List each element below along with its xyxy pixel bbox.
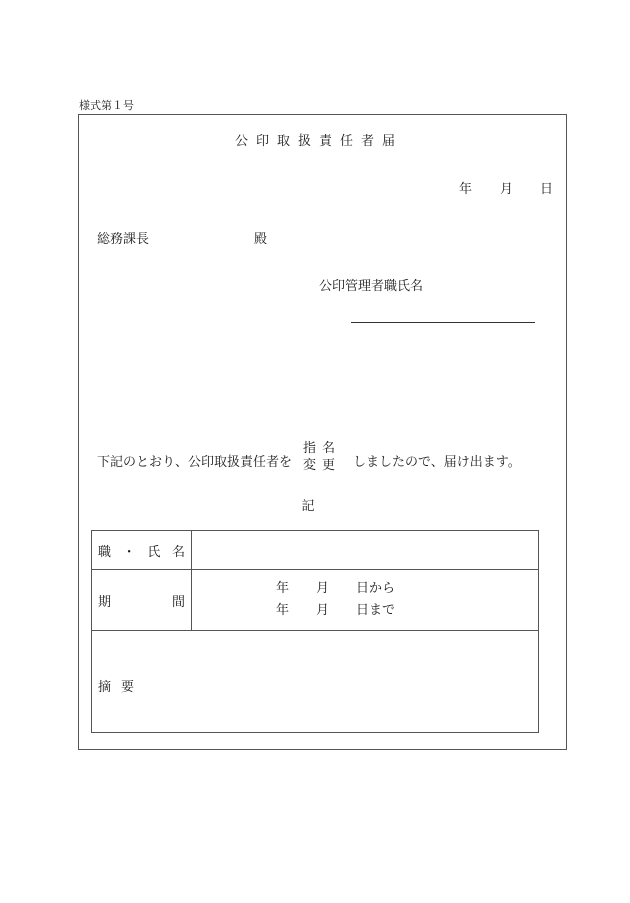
- addressee: 総務課長: [97, 232, 150, 247]
- period-from: 年 月 日から: [276, 581, 396, 596]
- memo-label: 摘要: [98, 680, 145, 695]
- form-number: 様式第１号: [79, 99, 134, 112]
- name-label-cell: [92, 531, 192, 570]
- form-title: 公印取扱責任者届: [234, 134, 403, 149]
- table-row-memo: [92, 631, 539, 733]
- manager-name-label: 公印管理者職氏名: [319, 279, 424, 294]
- statement-prefix: 下記のとおり、公印取扱責任者を: [97, 455, 293, 470]
- name-value-cell[interactable]: [192, 531, 539, 570]
- details-table: [91, 530, 539, 733]
- honorific: 殿: [254, 232, 268, 247]
- date-day-label: 日: [540, 182, 554, 197]
- period-to: 年 月 日まで: [276, 603, 396, 618]
- statement-choice: [303, 440, 341, 474]
- choice-change: 変更: [303, 458, 342, 473]
- period-label-cell: [92, 570, 192, 631]
- date-month-label: 月: [500, 182, 514, 197]
- signature-line: [351, 322, 535, 323]
- statement-suffix: しましたので、届け出ます。: [353, 455, 521, 470]
- choice-appoint: 指名: [303, 441, 342, 456]
- ki-heading: 記: [301, 499, 315, 514]
- date-year-label: 年: [459, 182, 473, 197]
- memo-cell[interactable]: [92, 631, 539, 733]
- period-label: 期 間: [98, 594, 185, 610]
- table-row-name: [92, 531, 539, 570]
- table-row-period: [92, 570, 539, 631]
- name-label: 職 ・ 氏 名: [98, 544, 185, 560]
- period-value-cell[interactable]: [192, 570, 539, 631]
